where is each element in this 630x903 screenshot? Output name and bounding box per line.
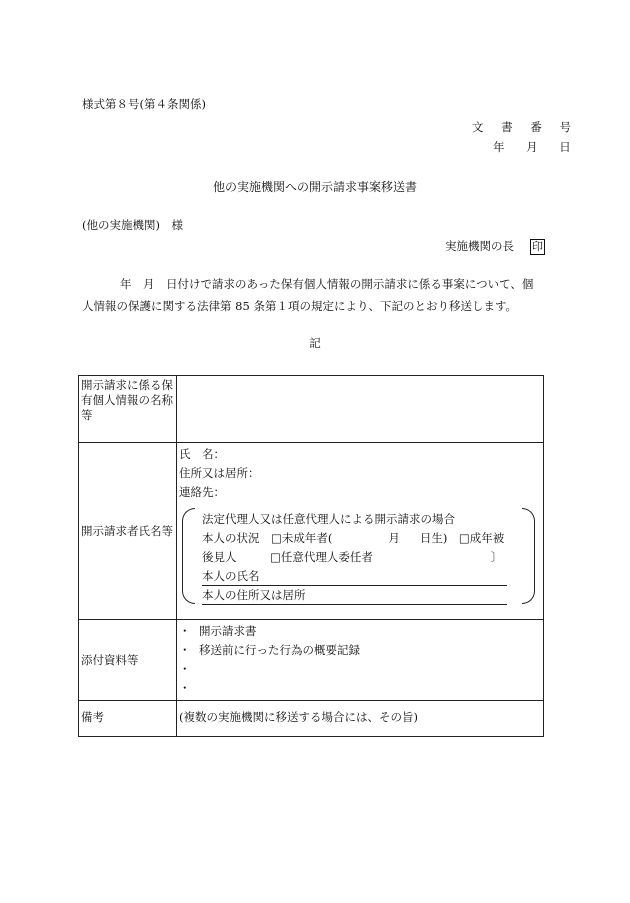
delegate-line xyxy=(202,548,507,567)
table-row xyxy=(79,443,544,620)
sender-label: 実施機関の長 xyxy=(445,239,514,253)
adult-guardian-checkbox-label: □成年被後見人 xyxy=(202,531,505,564)
requester-name-field: 氏 名： xyxy=(179,447,225,461)
attachments-value xyxy=(177,620,544,701)
ki-heading: 記 xyxy=(309,336,321,350)
requester-address-field: 住所又は居所： xyxy=(179,466,260,480)
remarks-label: 備考 xyxy=(79,701,177,737)
principal-name-field: 本人の氏名 xyxy=(202,567,507,586)
principal-status-label: 本人の状況 xyxy=(202,531,260,545)
item-name-label: 開示請求に係る保有個人情報の名称等 xyxy=(79,376,177,443)
right-bracket xyxy=(522,508,535,604)
list-item: ・ xyxy=(179,681,191,695)
close-bracket: 〕 xyxy=(490,550,503,564)
table-row xyxy=(79,701,544,737)
body-text-line-1: 年 月 日付けで請求のあった保有個人情報の開示請求に係る事案について、個 xyxy=(120,277,534,291)
remarks-value: (複数の実施機関に移送する場合には、その旨) xyxy=(177,701,544,737)
seal-mark: 印 xyxy=(532,240,543,253)
principal-address-field: 本人の住所又は居所 xyxy=(202,586,507,605)
document-number-label: 文 書 番 号 xyxy=(472,120,578,134)
agent-heading: 法定代理人又は任意代理人による開示請求の場合 xyxy=(202,512,455,526)
agent-request-box xyxy=(182,508,535,604)
details-table xyxy=(78,375,544,737)
document-date-label: 年 月 日 xyxy=(493,140,580,154)
birth-label: 日生) xyxy=(419,531,448,545)
sender xyxy=(445,239,545,255)
left-bracket xyxy=(182,508,195,604)
agent-request-content xyxy=(202,510,507,605)
requester-value xyxy=(177,443,544,620)
list-item: ・ 移送前に行った行為の概要記録 xyxy=(179,643,360,657)
item-name-value xyxy=(177,376,544,443)
table-row xyxy=(79,376,544,443)
delegate-checkbox-label: □任意代理人委任者 xyxy=(270,550,373,564)
form-number: 様式第８号(第４条関係) xyxy=(82,97,206,111)
list-item: ・ 開示請求書 xyxy=(179,624,257,638)
addressee: (他の実施機関) 様 xyxy=(82,218,183,232)
list-item: ・ xyxy=(179,662,191,676)
document-title: 他の実施機関への開示請求事案移送書 xyxy=(212,180,417,194)
body-text-line-2: 人情報の保護に関する法律第 85 条第１項の規定により、下記のとおり移送します。 xyxy=(82,299,518,313)
requester-contact-field: 連絡先： xyxy=(179,485,225,499)
attachments-label: 添付資料等 xyxy=(79,620,177,701)
requester-label: 開示請求者氏名等 xyxy=(79,443,177,620)
table-row xyxy=(79,620,544,701)
minor-checkbox-label: □未成年者( xyxy=(271,531,333,545)
month-label: 月 xyxy=(388,531,400,545)
